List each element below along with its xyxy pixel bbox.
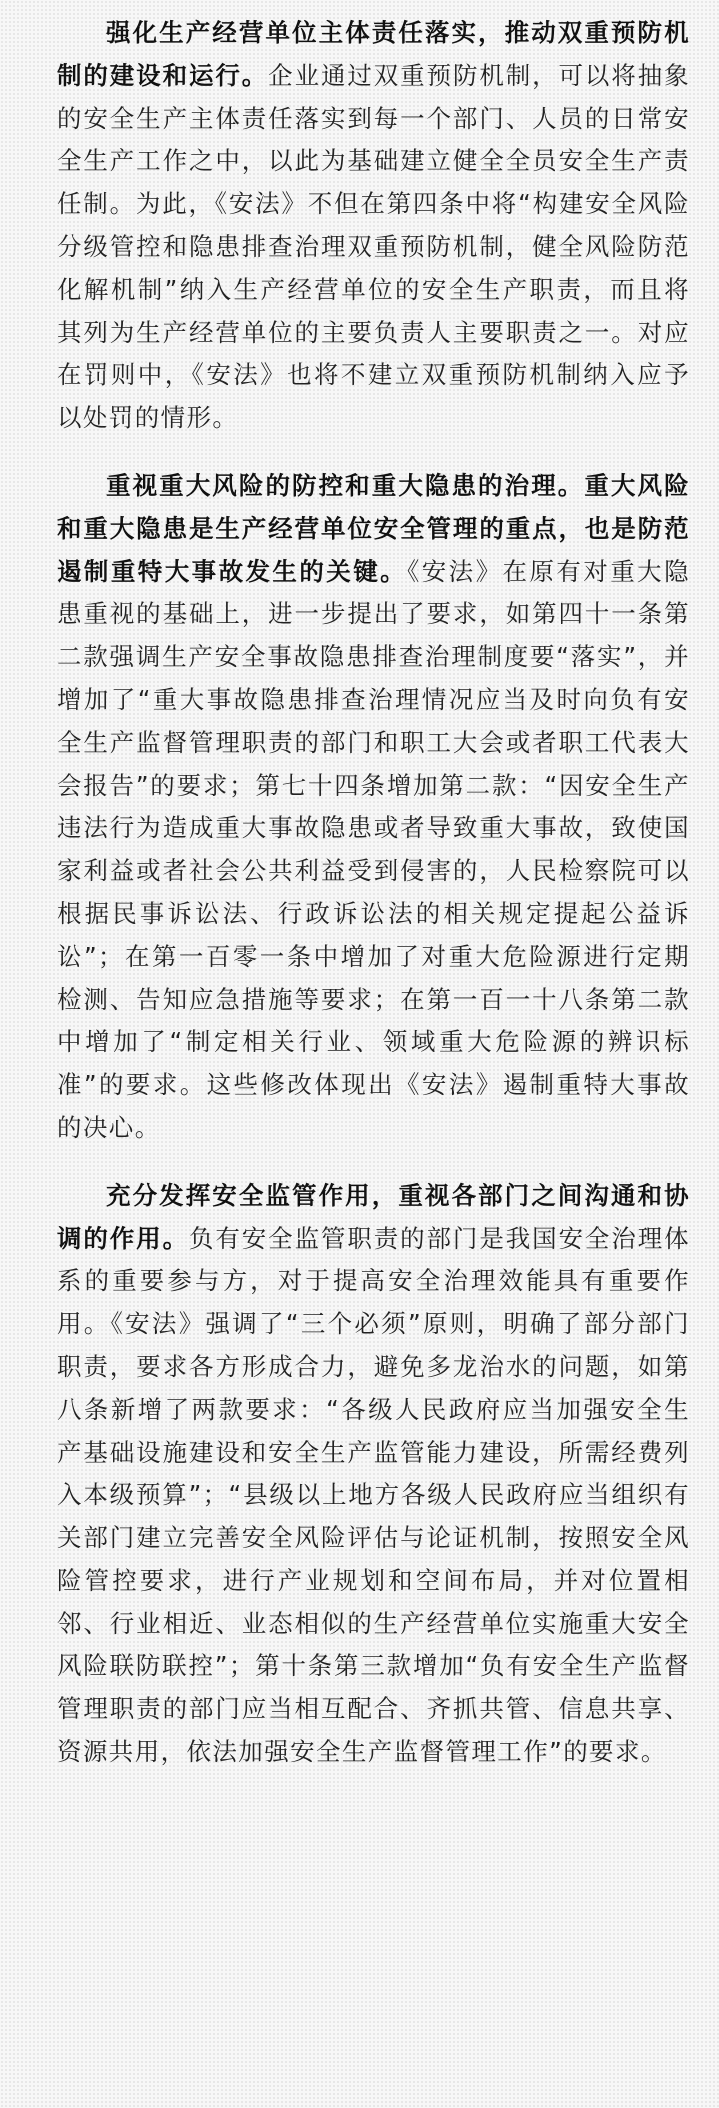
paragraph-text: 《安法》在原有对重大隐患重视的基础上，进一步提出了要求，如第四十一条第二款强调生产安全事故隐患排查治理制度要“落实”，并增加了“重大事故隐患排查治理情况应当及时向负有安全生产监督管理职责的部门和职工大会或者职工代表大会报告”的要求；第七十四条增加第二款：“因安全生产违法行为造成重大事故隐患或者导致重大事故，致使国家利益或者社会公共利益受到侵害的，人民检察院可以根据民事诉讼法、行政诉讼法的相关规定提起公益诉讼”；在第一百零一条中增加了对重大危险源进行定期检测、告知应急措施等要求；在第一百一十八条第二款中增加了“制定相关行业、领域重大危险源的辨识标准”的要求。这些修改体现出《安法》遏制重特大事故的决心。 [57,556,690,1142]
paragraph-lead: 充分发挥安全监管作用，重视各部门之间沟通和协调的作用。 [57,1180,690,1253]
paragraph-major-risks [57,465,690,1150]
paragraph-supervision [57,1175,690,1774]
paragraph-text: 企业通过双重预防机制，可以将抽象的安全生产主体责任落实到每一个部门、人员的日常安全生产工作之中，以此为基础建立健全全员安全生产责任制。为此，《安法》不但在第四条中将“构建安全风险分级管控和隐患排查治理双重预防机制，健全风险防范化解机制”纳入生产经营单位的安全生产职责，而且将其列为生产经营单位的主要负责人主要职责之一。对应在罚则中，《安法》也将不建立双重预防机制纳入应予以处罚的情形。 [57,60,690,433]
paragraph-text: 负有安全监管职责的部门是我国安全治理体系的重要参与方，对于提高安全治理效能具有重要作用。《安法》强调了“三个必须”原则，明确了部分部门职责，要求各方形成合力，避免多龙治水的问题，如第八条新增了两款要求：“各级人民政府应当加强安全生产基础设施建设和安全生产监管能力建设，所需经费列入本级预算”；“县级以上地方各级人民政府应当组织有关部门建立完善安全风险评估与论证机制，按照安全风险管控要求，进行产业规划和空间布局，并对位置相邻、行业相近、业态相似的生产经营单位实施重大安全风险联防联控”；第十条第三款增加“负有安全生产监督管理职责的部门应当相互配合、齐抓共管、信息共享、资源共用，依法加强安全生产监督管理工作”的要求。 [57,1223,690,1767]
paragraph-lead: 重视重大风险的防控和重大隐患的治理。重大风险和重大隐患是生产经营单位安全管理的重点，也是防范遏制重特大事故发生的关键。 [57,470,690,586]
paragraph-dual-prevention [57,12,690,440]
paragraph-lead: 强化生产经营单位主体责任落实，推动双重预防机制的建设和运行。 [57,18,690,90]
